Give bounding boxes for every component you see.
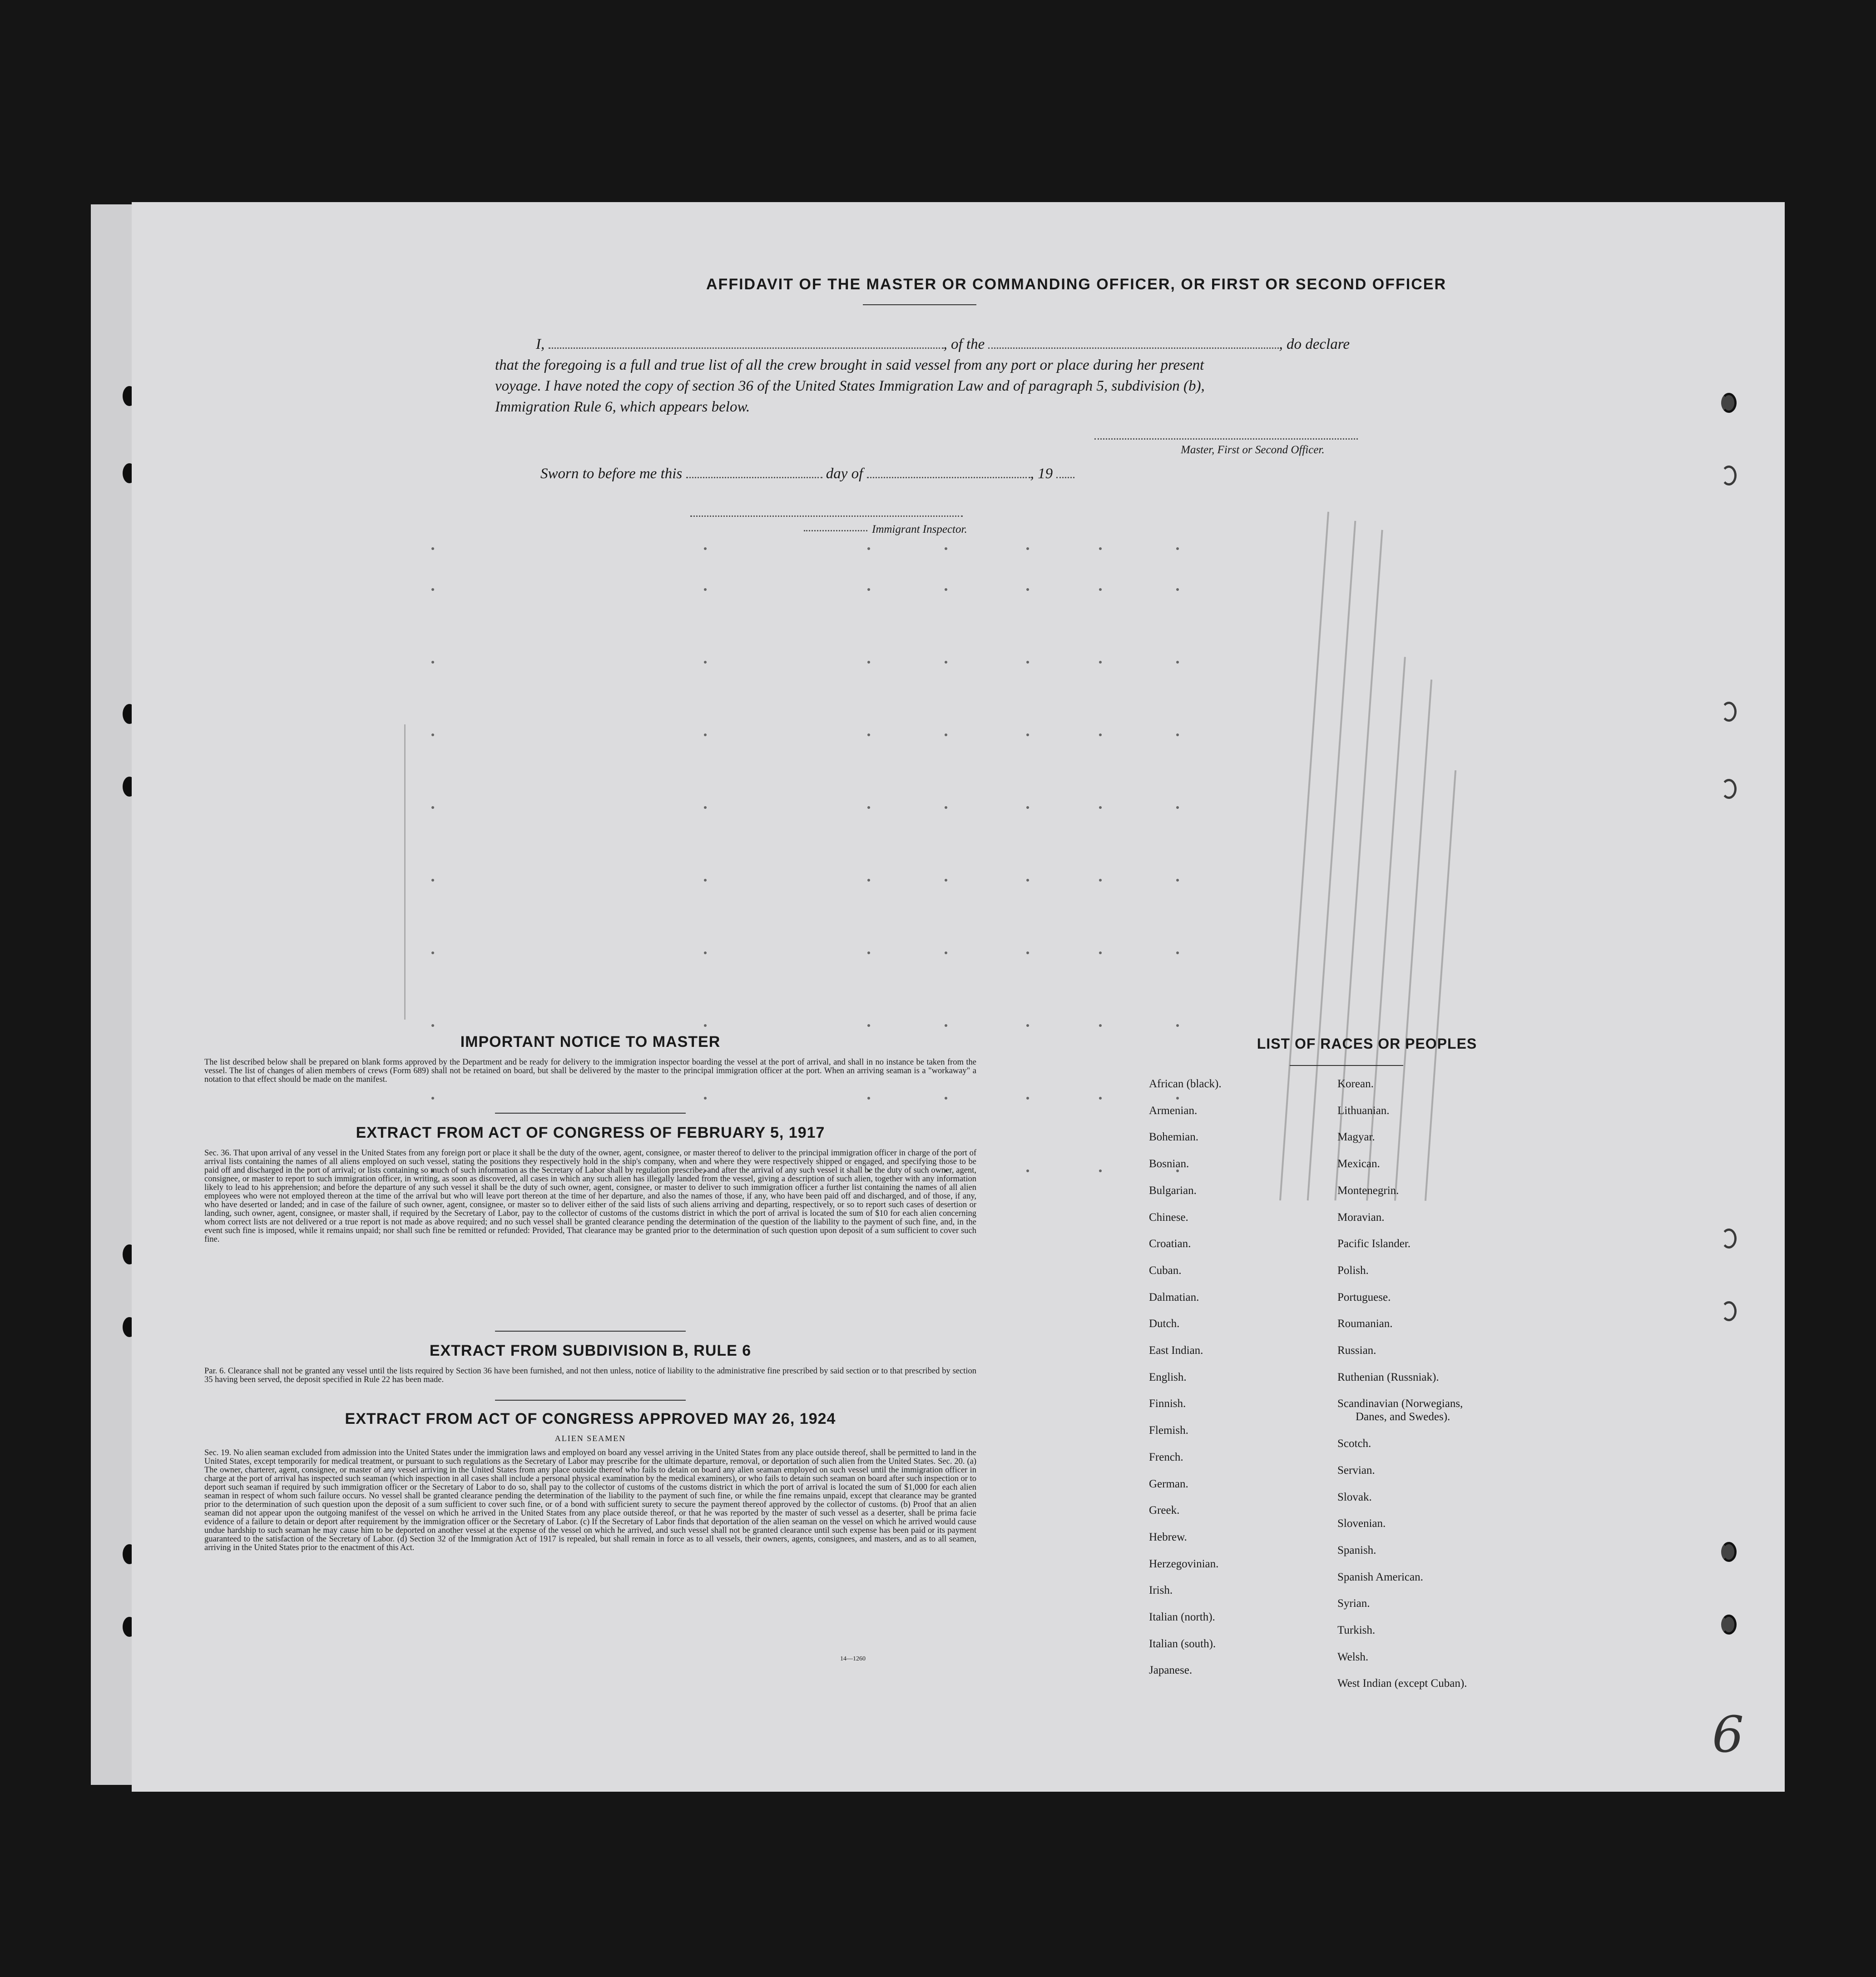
race-item: East Indian. [1149,1344,1203,1357]
affidavit-title: AFFIDAVIT OF THE MASTER OR COMMANDING OFFICER, OR FIRST OR SECOND OFFICER [706,276,1446,293]
race-item: African (black). [1149,1078,1222,1090]
ring-hole [1721,1615,1737,1635]
race-item: Scotch. [1337,1437,1371,1450]
race-item: Portuguese. [1337,1291,1391,1303]
inspector-caption: Immigrant Inspector. [872,523,967,535]
bleed-through-mark [1279,512,1329,1201]
affidavit-declaration [495,334,1539,417]
race-item: Italian (south). [1149,1637,1216,1650]
handwritten-page-mark: 6 [1712,1705,1744,1764]
race-item: Servian. [1337,1464,1375,1477]
race-item: Magyar. [1337,1131,1375,1144]
race-item: Korean. [1337,1078,1374,1090]
races-title: LIST OF RACES OR PEOPLES [1257,1036,1477,1052]
race-item: Herzegovinian. [1149,1557,1219,1570]
bleed-through-mark [1334,530,1383,1201]
declarant-label: I, [536,336,545,352]
ring-hole [1721,393,1737,413]
ring-hole [1721,702,1737,722]
race-item: Russian. [1337,1344,1376,1357]
year-prefix: , 19 [1030,466,1053,482]
race-item: Finnish. [1149,1397,1186,1410]
bleed-through-mark [1394,679,1432,1200]
race-item: Chinese. [1149,1211,1188,1224]
ring-hole [1721,779,1737,799]
section-rule [495,1113,686,1114]
declaration-line-1 [495,334,1539,355]
declaration-line-2: that the foregoing is a full and true list of all the crew brought in said vessel from any port or place during her present [495,357,1204,373]
master-signature-caption: Master, First or Second Officer. [1181,444,1325,456]
race-item: Irish. [1149,1584,1173,1597]
act-1924-title: EXTRACT FROM ACT OF CONGRESS APPROVED MAY 26, 1924 [345,1410,836,1427]
race-item: Greek. [1149,1504,1180,1517]
notice-text: The list described below shall be prepared on blank forms approved by the Department and be ready for delivery to the immigration inspector boarding the vessel at the port of arrival, and shall in no instance be taken from the vessel. The list of changes of alien members of crews (Form 689) shall not be retained on board, but shall be delivered by the master to the principal immigration officer at the port. When an arriving seaman is a "workaway" a notation to that effect should be made on the manifest. [204,1058,976,1084]
rule-6-title: EXTRACT FROM SUBDIVISION B, RULE 6 [429,1342,752,1359]
inspector-prefix-field[interactable] [804,530,867,531]
race-item: Montenegrin. [1337,1184,1399,1197]
race-item: Bulgarian. [1149,1184,1197,1197]
race-item: Danes, and Swedes). [1356,1411,1450,1423]
ring-hole [1721,1542,1737,1562]
race-item: Spanish. [1337,1544,1376,1556]
race-item: Armenian. [1149,1104,1198,1117]
race-item: Bohemian. [1149,1131,1199,1144]
race-item: Slovenian. [1337,1517,1386,1530]
race-item: Ruthenian (Russniak). [1337,1371,1439,1383]
title-rule [863,304,976,305]
act-1924-text: Sec. 19. No alien seaman excluded from admission into the United States under the immigration laws and employed on board any vessel arriving in the United States from any place outside thereof, shall be permitted to land in the United States, except temporarily for medical treatment, or pursuant to such regulations as the Secretary of Labor may prescribe for the ultimate departure, removal, or deportation of such alien from the United States. Sec. 20. (a) The owner, charterer, agent, consignee, or master of any vessel arriving in the United States from any place outside thereof who fails to detain on board any alien seaman employed on such vessel until the immigration officer in charge at the port of arrival has inspected such seaman (which inspection in all cases shall include a personal physical examination by the medical examiners), or who fails to detain such seaman on board after such inspection or to deport such seaman if required by such immigration officer or the Secretary of Labor to do so, shall pay to the collector of customs of the customs district in which the port of arrival is located the sum of $1,000 for each alien seaman in respect of whom such failure occurs. No vessel shall be granted clearance pending the determination of the liability to the payment of such fine, or while the fine remains unpaid, except that clearance may be granted prior to the determination of such question upon the deposit of a sum sufficient to cover such fine, or of a bond with sufficient surety to secure the payment thereof approved by the collector of customs. (b) Proof that an alien seaman did not appear upon the outgoing manifest of the vessel on which he arrived in the United States from any place outside thereof, or that he was reported by the master of such vessel as a deserter, shall be prima facie evidence of a failure to detain or deport after requirement by the immigration officer or the Secretary of Labor. (c) If the Secretary of Labor finds that deportation of the alien seaman on the vessel on which he arrived would cause undue hardship to such seaman he may cause him to be deported on another vessel at the expense of the vessel on which he arrived, and such vessel shall not be granted clearance until such expense has been paid or its payment guaranteed to the satisfaction of the Secretary of Labor. (d) Section 32 of the Immigration Act of 1917 is repealed, but shall remain in force as to all vessels, their owners, agents, consignees, and masters, and as to all seamen, arriving in the United States prior to the enactment of this Act. [204,1448,976,1552]
do-declare-label: , do declare [1279,336,1350,352]
inspector-signature-field[interactable] [690,515,963,517]
race-item: Dalmatian. [1149,1291,1199,1303]
race-item: Lithuanian. [1337,1104,1390,1117]
act-1924-subtitle: ALIEN SEAMEN [554,1434,626,1443]
race-item: Slovak. [1337,1491,1372,1503]
race-item: West Indian (except Cuban). [1337,1677,1467,1690]
notice-title: IMPORTANT NOTICE TO MASTER [460,1033,721,1050]
ring-hole [1721,466,1737,486]
section-rule [495,1400,686,1401]
race-item: Flemish. [1149,1424,1188,1437]
race-item: Bosnian. [1149,1158,1189,1170]
sworn-label: Sworn to before me this [540,466,683,482]
sworn-year-field[interactable] [1056,476,1074,478]
ring-hole [1721,1229,1737,1249]
race-item: Japanese. [1149,1664,1193,1677]
day-of-label: day of [826,466,863,482]
race-item: Hebrew. [1149,1531,1187,1543]
race-item: French. [1149,1451,1183,1463]
of-the-label: , of the [943,336,985,352]
act-1917-title: EXTRACT FROM ACT OF CONGRESS OF FEBRUARY 5, 1917 [356,1124,825,1141]
sworn-day-field[interactable] [686,476,822,478]
race-item: Pacific Islander. [1337,1238,1411,1250]
bleed-through-mark [1307,521,1356,1201]
race-item: Syrian. [1337,1597,1370,1610]
race-item: Dutch. [1149,1318,1180,1330]
race-item: Polish. [1337,1264,1369,1277]
declaration-line-3: voyage. I have noted the copy of section 36 of the United States Immigration Law and of paragraph 5, subdivision (b), [495,378,1205,394]
act-1917-text: Sec. 36. That upon arrival of any vessel in the United States from any foreign port or place it shall be the duty of the owner, agent, consignee, or master thereof to deliver to the principal immigration officer in charge of the port of arrival lists containing the names of all aliens employed on such vessel, stating the positions they respectively hold in the ship's company, when and where they were respectively shipped or engaged, and specifying those to be paid off and discharged in the port of arrival; or lists containing so much of such information as the Secretary of Labor shall by regulation prescribe; and after the arrival of any such vessel it shall be the duty of such owner, agent, consignee, or master to report to such immigration officer, in writing, as soon as discovered, all cases in which any such alien has illegally landed from the vessel, giving a description of such alien, together with any information likely to lead to his apprehension; and before the departure of any such vessel it shall be the duty of such owner, agent, consignee, or master to deliver to such immigration officer a further list containing the names of all alien employees who were not employed thereon at the time of the arrival but who will leave port thereon at the time of her departure, and also the names of those, if any, who have been paid off and discharged, and of those, if any, who have deserted or landed; and in case of the failure of such owner, agent, consignee, or master so to deliver either of the said lists of such aliens arriving and departing, respectively, or so to report such cases of desertion or landing, such owner, agent, consignee, or master shall, if required by the Secretary of Labor, pay to the collector of customs of the customs district in which the port of arrival is located the sum of $10 for each alien concerning whom correct lists are not delivered or a true report is not made as above required; and no such vessel shall be granted clearance pending the determination of the question of the liability to the payment of such fine, and, in the event such fine is imposed, while it remains unpaid; nor shall such fine be remitted or refunded: Provided, That clearance may be granted prior to the determination of such question upon deposit of a sum sufficient to cover such fine. [204,1149,976,1244]
bleed-through-mark [1425,770,1456,1201]
race-item: Turkish. [1337,1624,1376,1636]
declaration-line-4: Immigration Rule 6, which appears below. [495,399,750,415]
race-item: Italian (north). [1149,1611,1215,1623]
race-item: Cuban. [1149,1264,1182,1277]
race-item: Mexican. [1337,1158,1380,1170]
races-title-rule [1290,1065,1403,1066]
race-item: Spanish American. [1337,1571,1423,1583]
section-rule [495,1331,686,1332]
race-item: Scandinavian (Norwegians, [1337,1397,1463,1410]
sworn-month-field[interactable] [867,476,1030,478]
race-item: Croatian. [1149,1238,1191,1250]
declarant-name-field[interactable] [549,347,944,349]
document-page [132,202,1785,1792]
sworn-line [540,466,1074,482]
ring-hole [1721,1301,1737,1321]
vessel-name-field[interactable] [988,347,1279,349]
race-item: German. [1149,1477,1188,1490]
race-item: Moravian. [1337,1211,1385,1224]
race-item: Roumanian. [1337,1318,1393,1330]
master-signature-field[interactable] [1094,438,1358,440]
rule-6-text: Par. 6. Clearance shall not be granted any vessel until the lists required by Section 36 have been furnished, and not then unless, notice of liability to the administrative fine prescribed by said section or to that prescribed by section 35 having been served, the deposit specified in Rule 22 has been made. [204,1367,976,1384]
race-item: Welsh. [1337,1650,1369,1663]
form-number: 14—1260 [840,1655,866,1662]
race-item: English. [1149,1371,1187,1383]
bleed-through-mark [404,724,406,1020]
